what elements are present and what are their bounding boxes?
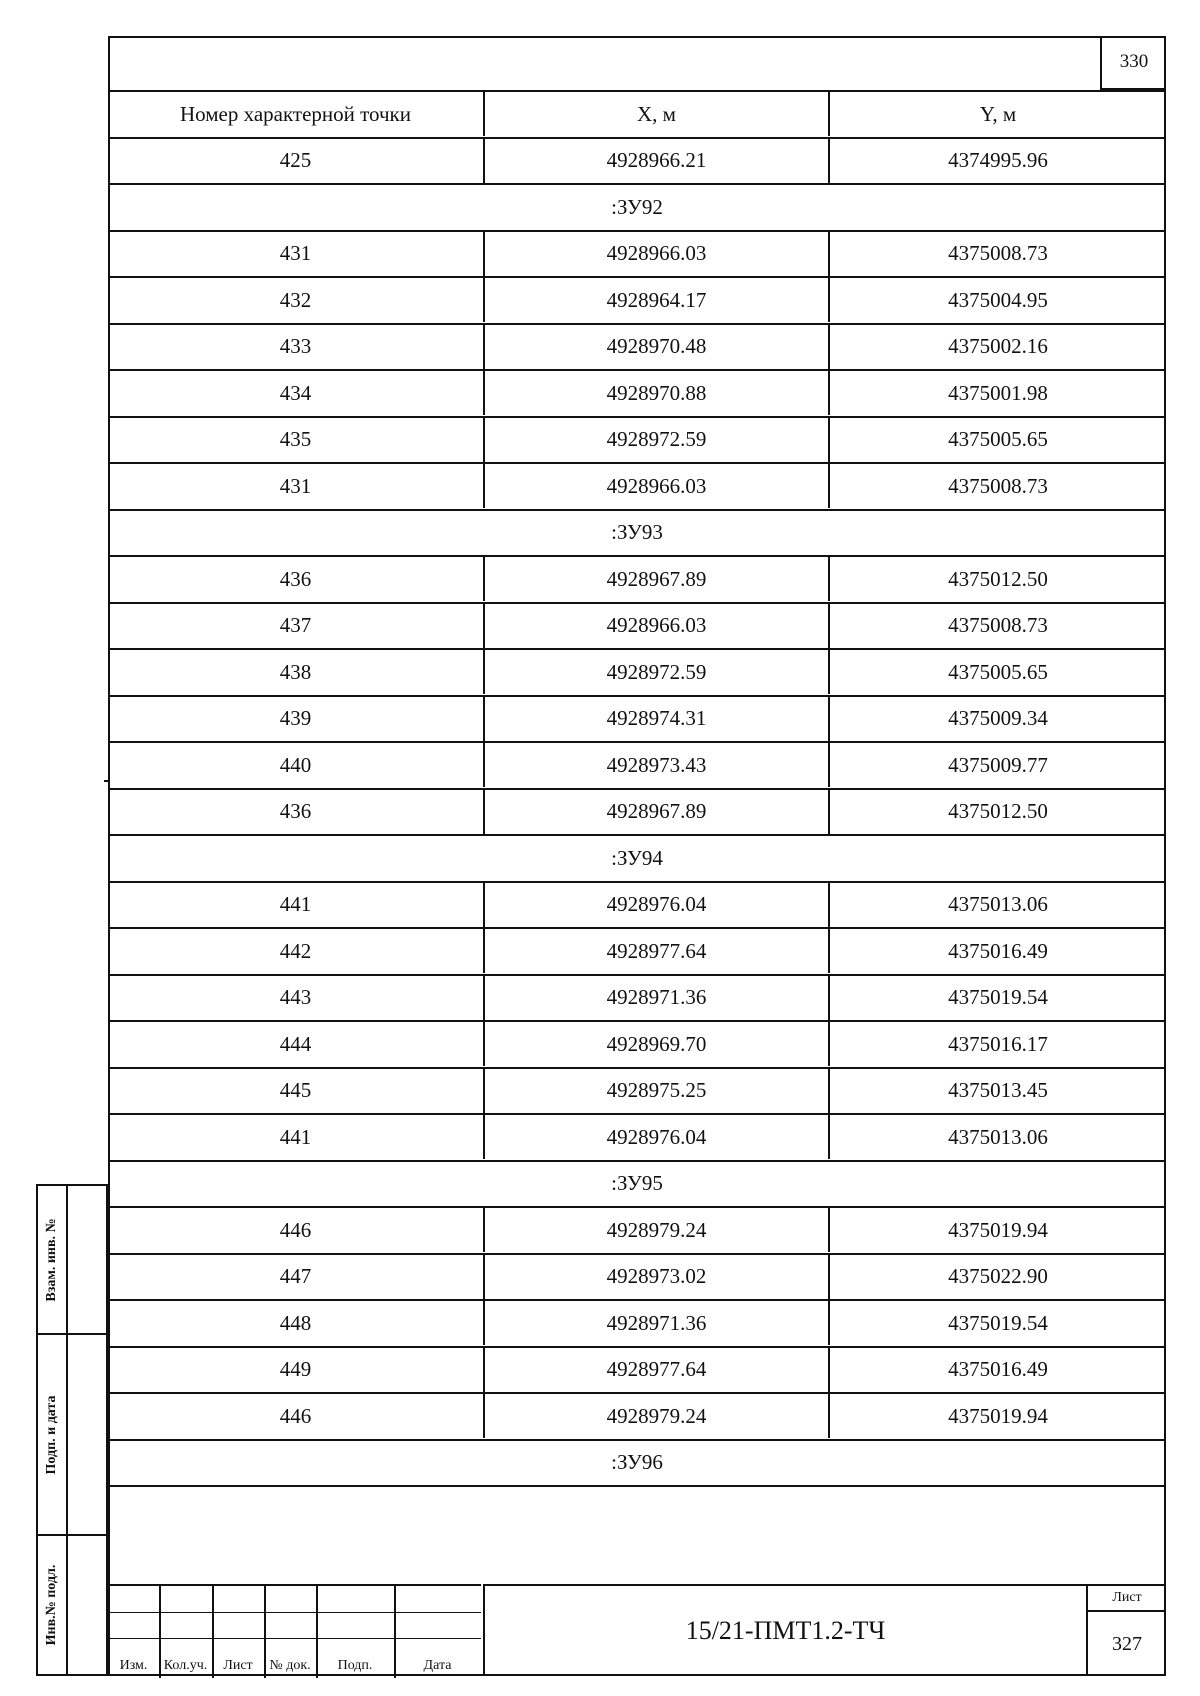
table-row xyxy=(108,648,1166,694)
grid-line xyxy=(108,1612,481,1613)
y-coordinate: 4375001.98 xyxy=(948,380,1048,405)
table-row xyxy=(108,369,1166,415)
section-row xyxy=(108,1439,1166,1485)
revision-label: Изм. xyxy=(119,1658,148,1673)
y-coordinate: 4375009.77 xyxy=(948,752,1048,777)
x-coordinate: 4928973.43 xyxy=(485,743,830,787)
column-header: Y, м xyxy=(979,101,1017,126)
table-row xyxy=(108,462,1166,508)
point-number: 436 xyxy=(108,790,485,834)
point-number: 439 xyxy=(108,697,485,741)
x-coordinate: 4928977.64 xyxy=(485,1348,830,1392)
table-row xyxy=(108,1299,1166,1345)
y-coordinate: 4375019.54 xyxy=(948,985,1048,1009)
point-number: 446 xyxy=(108,1208,485,1252)
point-number: 441 xyxy=(108,1115,485,1159)
grid-line xyxy=(108,1638,481,1639)
table-row xyxy=(108,974,1166,1020)
margin-tick xyxy=(104,780,110,782)
table-row xyxy=(108,788,1166,834)
y-coordinate: 4375008.73 xyxy=(948,473,1048,498)
table-end xyxy=(108,1485,1166,1487)
x-coordinate: 4928967.89 xyxy=(485,557,830,601)
x-coordinate: 4928975.25 xyxy=(485,1069,830,1113)
y-coordinate: 4375016.49 xyxy=(948,938,1048,963)
table-row xyxy=(108,881,1166,927)
table-row xyxy=(108,602,1166,648)
point-number: 432 xyxy=(108,278,485,322)
x-coordinate: 4928969.70 xyxy=(485,1022,830,1066)
point-number: 440 xyxy=(108,743,485,787)
sheet-number: 327 xyxy=(1112,1632,1142,1655)
section-label: :ЗУ93 xyxy=(611,520,663,544)
table-row xyxy=(108,555,1166,601)
table-row xyxy=(108,1020,1166,1066)
stamp-label: Взам. инв. № xyxy=(44,1217,59,1302)
y-coordinate: 4375008.73 xyxy=(948,241,1048,265)
y-coordinate: 4375012.50 xyxy=(948,799,1048,823)
table-row xyxy=(108,323,1166,369)
table-row xyxy=(108,1067,1166,1113)
point-number: 442 xyxy=(108,929,485,973)
stamp-replacement xyxy=(36,1184,108,1335)
title-block xyxy=(108,1584,1166,1676)
y-coordinate: 4375013.45 xyxy=(948,1078,1048,1102)
y-coordinate: 4375019.94 xyxy=(948,1403,1048,1428)
point-number: 448 xyxy=(108,1301,485,1345)
sheet-label: Лист xyxy=(1088,1586,1166,1612)
y-coordinate: 4375013.06 xyxy=(948,1124,1048,1149)
point-number: 436 xyxy=(108,557,485,601)
table-row xyxy=(108,741,1166,787)
point-number: 425 xyxy=(108,139,485,183)
table-row xyxy=(108,276,1166,322)
x-coordinate: 4928967.89 xyxy=(485,790,830,834)
table-header xyxy=(108,90,1166,136)
table-row xyxy=(108,416,1166,462)
y-coordinate: 4375008.73 xyxy=(948,613,1048,637)
section-label: :ЗУ94 xyxy=(611,845,663,870)
revision-label: Лист xyxy=(223,1658,253,1673)
y-coordinate: 4375005.65 xyxy=(948,659,1048,684)
point-number: 435 xyxy=(108,418,485,462)
table-row xyxy=(108,1346,1166,1392)
point-number: 433 xyxy=(108,325,485,369)
x-coordinate: 4928972.59 xyxy=(485,650,830,694)
table-row xyxy=(108,137,1166,183)
revision-label: Кол.уч. xyxy=(163,1658,208,1673)
x-coordinate: 4928970.48 xyxy=(485,325,830,369)
point-number: 447 xyxy=(108,1255,485,1299)
point-number: 449 xyxy=(108,1348,485,1392)
x-coordinate: 4928971.36 xyxy=(485,976,830,1020)
point-number: 438 xyxy=(108,650,485,694)
sheet-box xyxy=(1086,1584,1166,1676)
x-coordinate: 4928966.21 xyxy=(485,139,830,183)
stamp-sign-date xyxy=(36,1333,108,1536)
table-row xyxy=(108,1253,1166,1299)
table-row xyxy=(108,1113,1166,1159)
x-coordinate: 4928977.64 xyxy=(485,929,830,973)
x-coordinate: 4928970.88 xyxy=(485,371,830,415)
revision-label: № док. xyxy=(269,1658,311,1673)
document-code: 15/21-ПМТ1.2-ТЧ xyxy=(483,1584,1086,1676)
y-coordinate: 4375019.54 xyxy=(948,1310,1048,1335)
x-coordinate: 4928979.24 xyxy=(485,1394,830,1438)
x-coordinate: 4928966.03 xyxy=(485,464,830,508)
revision-label: Дата xyxy=(423,1658,452,1673)
section-row xyxy=(108,1160,1166,1206)
x-coordinate: 4928973.02 xyxy=(485,1255,830,1299)
point-number: 446 xyxy=(108,1394,485,1438)
y-coordinate: 4375016.49 xyxy=(948,1357,1048,1381)
table-row xyxy=(108,1206,1166,1252)
section-row xyxy=(108,509,1166,555)
revision-grid xyxy=(108,1584,481,1676)
x-coordinate: 4928966.03 xyxy=(485,604,830,648)
y-coordinate: 4375019.94 xyxy=(948,1217,1048,1242)
section-label: :ЗУ92 xyxy=(611,194,663,219)
y-coordinate: 4375022.90 xyxy=(948,1264,1048,1288)
x-coordinate: 4928971.36 xyxy=(485,1301,830,1345)
x-coordinate: 4928979.24 xyxy=(485,1208,830,1252)
y-coordinate: 4375016.17 xyxy=(948,1031,1048,1056)
table-row xyxy=(108,927,1166,973)
x-coordinate: 4928964.17 xyxy=(485,278,830,322)
section-label: :ЗУ95 xyxy=(611,1171,663,1195)
y-coordinate: 4375005.65 xyxy=(948,427,1048,451)
y-coordinate: 4375002.16 xyxy=(948,334,1048,358)
revision-label: Подп. xyxy=(337,1658,373,1673)
point-number: 431 xyxy=(108,464,485,508)
x-coordinate: 4928976.04 xyxy=(485,883,830,927)
point-number: 441 xyxy=(108,883,485,927)
x-coordinate: 4928976.04 xyxy=(485,1115,830,1159)
table-row xyxy=(108,1392,1166,1438)
section-label: :ЗУ96 xyxy=(611,1450,663,1474)
x-coordinate: 4928966.03 xyxy=(485,232,830,276)
y-coordinate: 4375009.34 xyxy=(948,706,1048,730)
section-row xyxy=(108,834,1166,880)
x-coordinate: 4928972.59 xyxy=(485,418,830,462)
point-number: 437 xyxy=(108,604,485,648)
column-header: Номер характерной точки xyxy=(108,92,485,136)
table-row xyxy=(108,230,1166,276)
section-row xyxy=(108,183,1166,229)
x-coordinate: 4928974.31 xyxy=(485,697,830,741)
column-header: X, м xyxy=(485,92,830,136)
point-number: 445 xyxy=(108,1069,485,1113)
page-number: 330 xyxy=(1100,36,1166,90)
point-number: 443 xyxy=(108,976,485,1020)
y-coordinate: 4374995.96 xyxy=(948,148,1048,172)
stamp-label: Подп. и дата xyxy=(44,1395,59,1474)
stamp-label: Инв.№ подл. xyxy=(44,1564,59,1646)
point-number: 431 xyxy=(108,232,485,276)
y-coordinate: 4375012.50 xyxy=(948,566,1048,591)
point-number: 434 xyxy=(108,371,485,415)
table-row xyxy=(108,695,1166,741)
point-number: 444 xyxy=(108,1022,485,1066)
stamp-original-inv xyxy=(36,1534,108,1676)
y-coordinate: 4375013.06 xyxy=(948,892,1048,916)
y-coordinate: 4375004.95 xyxy=(948,287,1048,312)
